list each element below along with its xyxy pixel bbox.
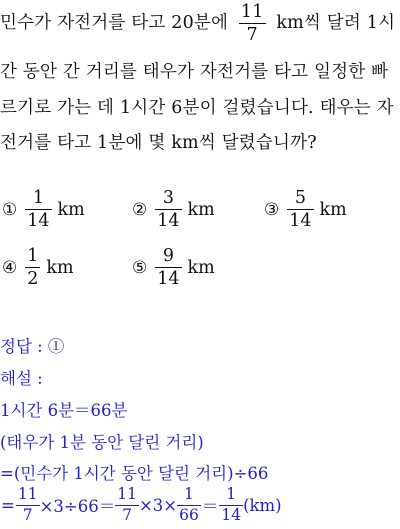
solution-fraction-1: [16, 486, 40, 525]
fraction-numerator: 1: [25, 246, 40, 268]
choice-fraction: [25, 246, 40, 289]
fraction-numerator: 11: [115, 486, 139, 506]
fraction-denominator: 14: [27, 211, 50, 232]
question-line-2: 간 동안 간 거리를 태우가 자전거를 타고 일정한 빠: [0, 62, 389, 82]
fraction-denominator: 14: [157, 211, 180, 232]
choice-marker: ②: [132, 199, 148, 220]
choice-fraction: [25, 188, 51, 231]
fraction-denominator: 7: [122, 505, 133, 524]
choice-3[interactable]: [264, 188, 347, 231]
fraction-denominator: 14: [221, 505, 242, 524]
choice-fraction: [155, 188, 181, 231]
solution-fraction-4: [219, 486, 243, 525]
choice-unit: km: [46, 257, 74, 278]
fraction-denominator: 66: [179, 505, 199, 524]
fraction-denominator: 7: [246, 25, 258, 46]
fraction-numerator: 5: [287, 188, 313, 210]
question-fraction: [239, 2, 266, 45]
fraction-numerator: 11: [239, 2, 266, 24]
question-line-4: 전거를 타고 1분에 몇 km씩 달렸습니까?: [0, 133, 317, 153]
equals-sign: ＝: [201, 497, 219, 517]
choice-2[interactable]: [132, 188, 215, 231]
choice-4[interactable]: [2, 246, 74, 289]
fraction-numerator: 3: [155, 188, 181, 210]
solution-expr-2: ×3×: [138, 495, 178, 515]
fraction-numerator: 9: [155, 246, 181, 268]
choice-5[interactable]: [132, 246, 215, 289]
choice-unit: km: [57, 199, 85, 220]
question-line-3: 르기로 가는 데 1시간 6분이 걸렸습니다. 태우는 자: [0, 98, 394, 118]
solution-fraction-3: [177, 486, 201, 525]
fraction-numerator: 11: [16, 486, 40, 506]
question-text-1b: km씩 달려 1시: [276, 13, 396, 34]
choice-marker: ④: [2, 257, 18, 278]
choice-fraction: [155, 246, 181, 289]
fraction-denominator: 2: [27, 269, 39, 290]
choice-unit: km: [187, 199, 215, 220]
answer-line: 정답 : ①: [0, 337, 65, 356]
fraction-numerator: 1: [25, 188, 51, 210]
solution-fraction-2: [115, 486, 139, 525]
equals-sign: =: [1, 495, 15, 515]
choice-marker: ①: [2, 199, 18, 220]
choice-fraction: [287, 188, 313, 231]
question-text-1a: 민수가 자전거를 타고 20분에: [0, 13, 229, 34]
solution-unit: (km): [243, 495, 282, 515]
choice-unit: km: [187, 257, 215, 278]
choice-1[interactable]: [2, 188, 85, 231]
fraction-numerator: 1: [177, 486, 201, 506]
choice-unit: km: [319, 199, 347, 220]
solution-step-4: [0, 486, 282, 525]
explanation-label: 해설 :: [0, 369, 43, 388]
solution-step-1: 1시간 6분＝66분: [0, 401, 128, 420]
question-line-1: [0, 2, 395, 45]
choice-marker: ⑤: [132, 257, 148, 278]
solution-step-3: =(민수가 1시간 동안 달린 거리)÷66: [0, 464, 269, 483]
solution-expr-1: ×3÷66＝: [39, 497, 116, 517]
fraction-denominator: 14: [157, 269, 180, 290]
solution-step-2: (태우가 1분 동안 달린 거리): [0, 433, 204, 452]
fraction-denominator: 7: [22, 505, 33, 524]
choice-marker: ③: [264, 199, 280, 220]
fraction-numerator: 1: [219, 486, 243, 506]
fraction-denominator: 14: [289, 211, 312, 232]
